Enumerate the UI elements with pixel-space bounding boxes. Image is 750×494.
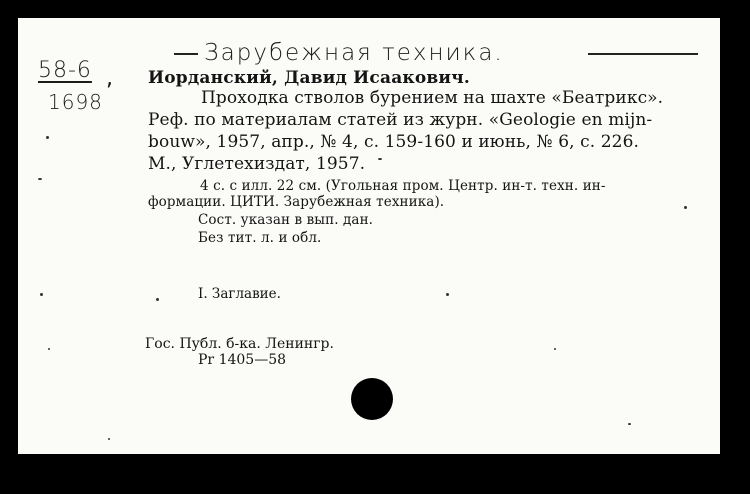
accession-number: Pr 1405—58 [198, 352, 287, 368]
heading-rule-left [174, 53, 198, 55]
title-line-1: Проходка стволов бурением на шахте «Беатрикс». [201, 88, 664, 108]
tracing-title: I. Заглавие. [198, 286, 281, 302]
card-punch-hole [351, 378, 393, 420]
collation-line-1: 4 с. с илл. 22 см. (Угольная пром. Центр. ин-т. техн. ин- [200, 178, 606, 194]
collation-line-2: формации. ЦИТИ. Зарубежная техника). [148, 194, 445, 210]
scan-speck [46, 136, 49, 139]
scan-speck [108, 438, 110, 440]
imprint-line: М., Углетехиздат, 1957. [148, 154, 366, 174]
scan-speck [446, 293, 449, 296]
heading-rule-right [588, 53, 698, 55]
call-number-bottom: 1698 [48, 90, 103, 114]
note-no-title: Без тит. л. и обл. [198, 230, 322, 246]
call-number-mark: , [106, 66, 113, 91]
scan-speck [628, 423, 631, 425]
scan-speck [40, 293, 43, 296]
scan-speck [684, 206, 687, 209]
title-line-3: bouw», 1957, апр., № 4, с. 159-160 и июнь, № 6, с. 226. [148, 132, 639, 152]
scan-speck [554, 348, 556, 350]
library-name: Гос. Публ. б-ка. Ленингр. [145, 336, 334, 352]
scan-speck [156, 298, 159, 301]
scan-speck [48, 348, 50, 350]
scan-speck [378, 158, 382, 160]
handwritten-heading: Зарубежная техника. [204, 40, 504, 66]
author-heading: Иорданский, Давид Исаакович. [148, 68, 471, 88]
catalog-card [18, 18, 720, 454]
title-line-2: Реф. по материалам статей из журн. «Geologie en mijn- [148, 110, 653, 130]
note-compiler: Сост. указан в вып. дан. [198, 212, 374, 228]
scan-speck [38, 178, 42, 180]
call-number-top: 58-6 [38, 58, 92, 83]
